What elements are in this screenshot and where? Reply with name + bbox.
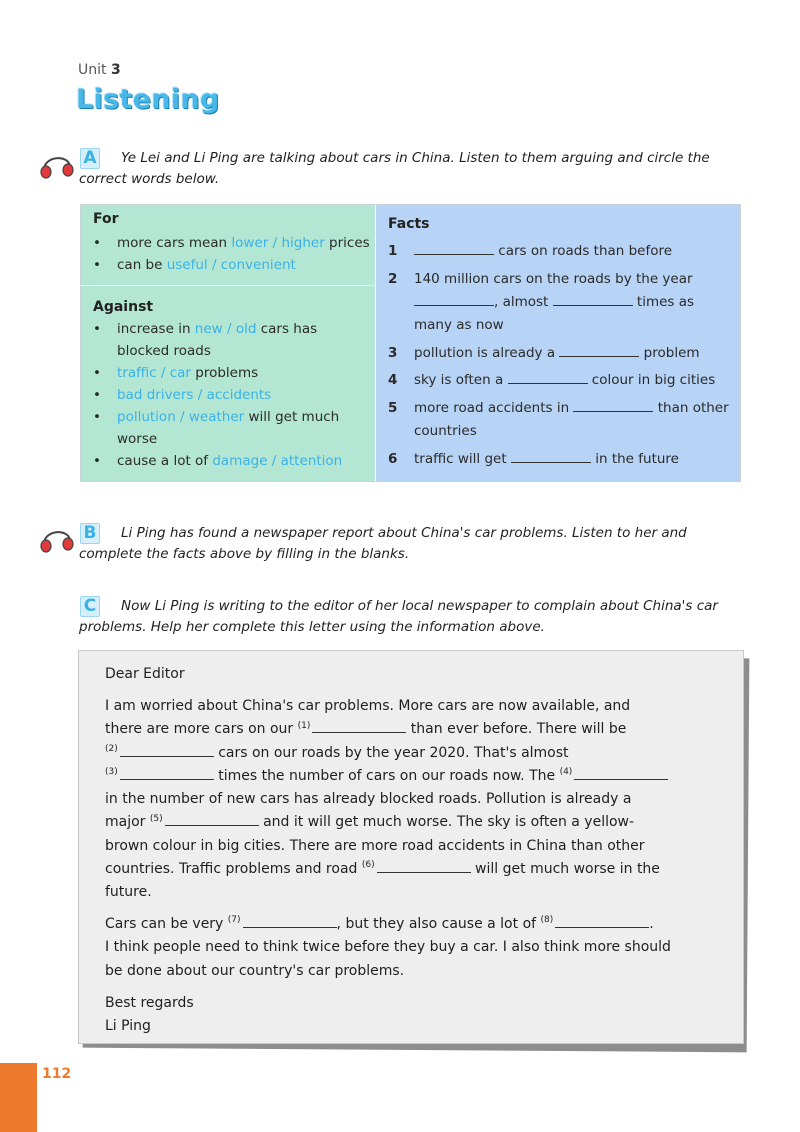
fill-blank[interactable]: [120, 744, 214, 757]
fill-blank[interactable]: [120, 767, 214, 780]
fill-blank[interactable]: [555, 915, 649, 928]
page-title: Listening: [76, 84, 220, 115]
fill-blank[interactable]: [165, 813, 259, 826]
letter-salutation: Dear Editor: [105, 666, 185, 682]
section-c-instructions: Now Li Ping is writing to the editor of her local newspaper to complain about China's car problems. Help her complete this letter using the information above.: [79, 598, 718, 635]
against-heading: Against: [93, 299, 154, 315]
for-box: For • more cars mean lower / higher prices • can be useful / convenient: [81, 205, 375, 286]
letter-signature: Li Ping: [105, 1018, 151, 1034]
fill-blank[interactable]: [414, 291, 494, 306]
section-a-instructions: Ye Lei and Li Ping are talking about cars in China. Listen to them arguing and circle the correct words below.: [79, 150, 710, 187]
fill-blank[interactable]: [574, 767, 668, 780]
letter-paper: [78, 650, 744, 1044]
letter-closing: Best regards: [105, 995, 194, 1011]
headphones-icon: [38, 148, 78, 182]
fill-blank[interactable]: [573, 397, 653, 412]
section-b-badge: B: [80, 523, 100, 544]
page-number: 112: [42, 1066, 72, 1082]
fill-blank[interactable]: [508, 369, 588, 384]
section-a-badge: A: [80, 148, 100, 169]
fill-blank[interactable]: [414, 240, 494, 255]
page-corner-bar: [0, 1063, 37, 1132]
against-box: Against • increase in new / old cars has blocked roads • traffic / car problems • bad drivers / accidents • pollution / weather will get much worse • cause a lot of damage / attention: [81, 286, 375, 481]
fill-blank[interactable]: [377, 860, 471, 873]
section-c-badge: C: [80, 596, 100, 617]
letter-paragraph-2: Cars can be very $^{(7)}$ , but they also cause a lot of $^{(8)}$ . I think people need to think twice before they buy a car. I also think more should be done about our country's car problems.: [105, 915, 671, 979]
fill-blank[interactable]: [243, 915, 337, 928]
for-heading: For: [93, 211, 119, 227]
unit-label: Unit 3: [78, 62, 121, 78]
fill-blank[interactable]: [559, 342, 639, 357]
section-b-instructions: Li Ping has found a newspaper report about China's car problems. Listen to her and complete the facts above by filling in the blanks.: [79, 525, 687, 562]
headphones-icon: [38, 522, 78, 556]
facts-box: Facts 1 cars on roads than before 2 140 million cars on the roads by the year , almost times as many as now 3 pollution is already a problem 4 sky is often a colour in big cities 5 more road accidents in than other countries 6 traffic will get in the future: [376, 205, 740, 481]
letter-paragraph-1: I am worried about China's car problems. More cars are now available, and there are more cars on our $^{(1)}$ than ever before. There will be $^{(2)}$ cars on our roads by the year 2020. That's almost $^{(3)}$ times the number of cars on our roads now. The $^{(4)}$ in the number of new cars has already blocked roads. Pollution is already a major $^{(5)}$ and it will get much worse. The sky is often a yellow- brown colour in big cities. There are more road accidents in China than other countries. Traffic problems and road $^{(6)}$ will get much worse in the future.: [105, 695, 725, 905]
facts-heading: Facts: [388, 216, 430, 232]
fill-blank[interactable]: [511, 448, 591, 463]
fill-blank[interactable]: [312, 720, 406, 733]
arguments-facts-table: [80, 204, 741, 482]
fill-blank[interactable]: [553, 291, 633, 306]
